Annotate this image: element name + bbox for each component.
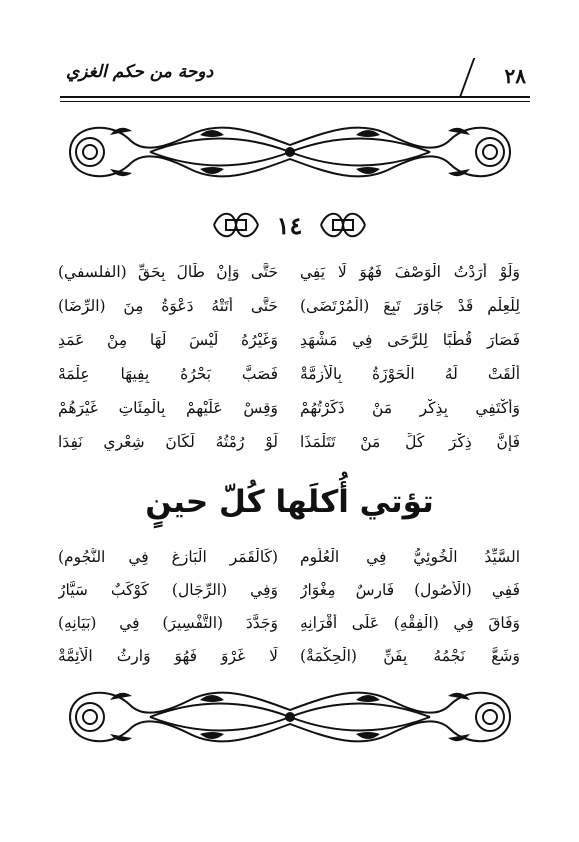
top-ornament-icon bbox=[50, 115, 530, 189]
second-hemistich: وَقِسْ عَلَيْهِمْ بِالْمِئَاتِ غَيْرَهُمْ bbox=[58, 399, 278, 417]
verse bbox=[58, 425, 520, 459]
first-hemistich: وَلَوْ أَرَدْتُ الْوَصْفَ فَهُوَ لَا يَفِي bbox=[300, 263, 520, 281]
first-hemistich: فَإِنَّ ذِكْرَ كُلِّ مَنْ تَتَلْمَذَا bbox=[300, 433, 520, 451]
poem-number: ١٤ bbox=[276, 210, 303, 240]
second-hemistich: لَوْ رُمْتُهُ لَكَانَ شِعْرِي نَفِدَا bbox=[58, 433, 278, 451]
page-number: ٢٨ bbox=[504, 64, 526, 88]
verse bbox=[58, 540, 520, 573]
running-title: دوحة من حكم الغزي bbox=[66, 62, 214, 82]
poem-heading bbox=[0, 208, 579, 248]
first-hemistich: وَشَعَّ نَجْمُهُ بِفَنِّ (الْحِكْمَةْ) bbox=[300, 646, 520, 665]
second-hemistich: حَتَّى وَإِنْ طَالَ بِحَقِّ (الفلسفي) bbox=[58, 263, 278, 281]
second-hemistich: (كَالْقَمَرِ الْبَازِغِ فِي النُّجُومِ) bbox=[58, 547, 278, 566]
first-hemistich: فَفِي (الْأُصُولِ) فَارِسٌ مِغْوَارُ bbox=[300, 580, 520, 599]
second-hemistich: وَجَدَّدَ (التَّفْسِيرَ) فِي (بَيَانِهِ) bbox=[58, 613, 278, 632]
second-hemistich: فَصَبَّ بَحْرُهُ بِفِيهَا عِلْمَهْ bbox=[58, 365, 278, 383]
left-mini-ornament-icon bbox=[317, 208, 369, 242]
verse bbox=[58, 606, 520, 639]
second-hemistich: وَغَيْرُهُ لَيْسَ لَهَا مِنْ عَمَدِ bbox=[58, 331, 278, 349]
verse bbox=[58, 289, 520, 323]
section-title: تؤتي أُكلَها كُلّ حينٍ bbox=[145, 484, 434, 520]
header-rule bbox=[60, 96, 530, 98]
poem-one bbox=[58, 255, 520, 459]
second-hemistich: حَتَّى أَتَتْهُ دَعْوَةُ مِنَ (الرِّضَا) bbox=[58, 297, 278, 315]
verse bbox=[58, 323, 520, 357]
verse bbox=[58, 357, 520, 391]
verse bbox=[58, 573, 520, 606]
verse bbox=[58, 639, 520, 672]
page-header bbox=[60, 58, 530, 100]
first-hemistich: وَأَكْتَفِي بِذِكْرِ مَنْ ذَكَرْتُهُمْ bbox=[300, 399, 520, 417]
right-mini-ornament-icon bbox=[210, 208, 262, 242]
verse bbox=[58, 255, 520, 289]
first-hemistich: السَّيِّدُ الْخُوئِيُّ فِي الْعُلُومِ bbox=[300, 547, 520, 566]
first-hemistich: وَفَاقَ فِي (الْفِقْهِ) عَلَى أَقْرَانِهِ bbox=[300, 613, 520, 632]
first-hemistich: فَصَارَ قُطْبًا لِلرَّحَى فِي مَشْهَدِ bbox=[300, 331, 520, 349]
bottom-ornament-icon bbox=[50, 680, 530, 754]
header-rule-thin bbox=[60, 101, 530, 102]
second-hemistich: وَفِي (الرِّجَالِ) كَوْكَبٌ سَيَّارُ bbox=[58, 580, 278, 599]
second-hemistich: لَا غَرْوَ فَهُوَ وَارِثُ الْأَئِمَّةْ bbox=[58, 646, 278, 665]
verse bbox=[58, 391, 520, 425]
first-hemistich: أَلْقَتْ لَهُ الْحَوْزَةُ بِالْأَزِمَّةْ bbox=[300, 365, 520, 383]
first-hemistich: لِلْعِلْمِ قَدْ جَاوَرَ تَبِعَ (الْمُرْتَضَى) bbox=[300, 297, 520, 315]
poem-two bbox=[58, 540, 520, 672]
